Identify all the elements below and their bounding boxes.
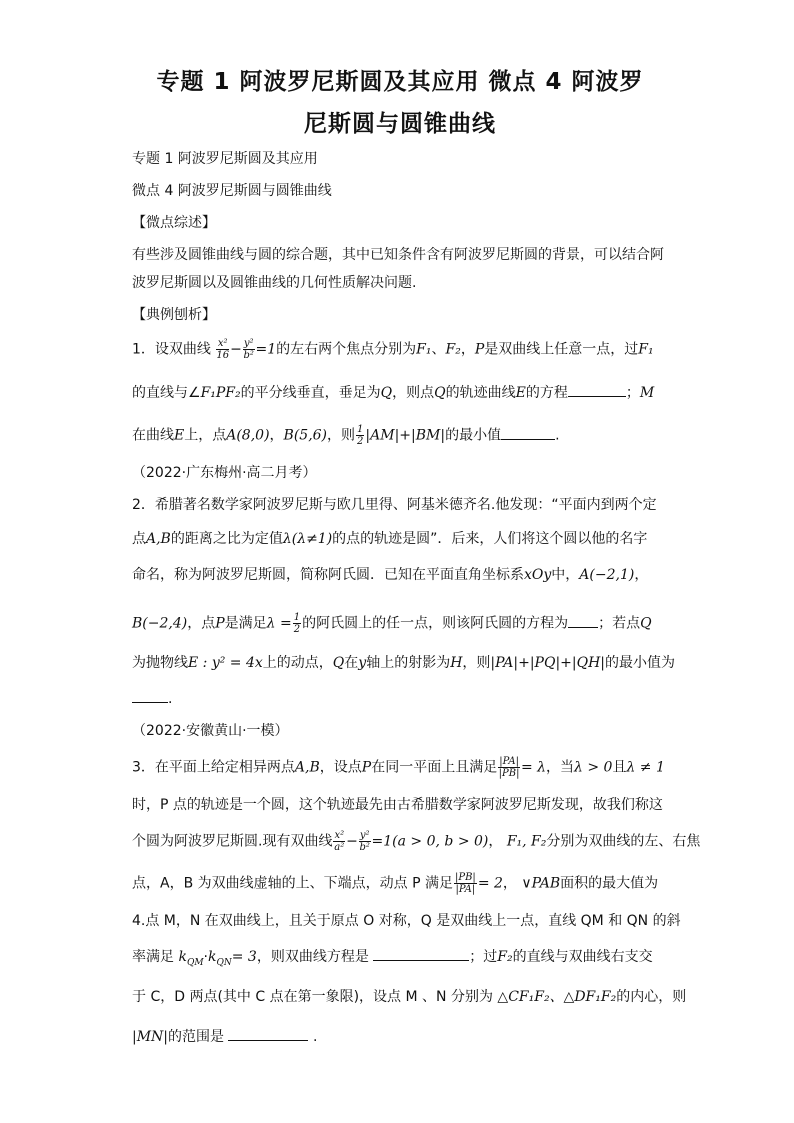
math-expression: P	[474, 341, 485, 358]
q2-line1: 2．希腊著名数学家阿波罗尼斯与欧几里得、阿基米德齐名.他发现：“平面内到两个定	[132, 497, 657, 513]
answer-blank[interactable]	[568, 613, 598, 628]
text-segment: ；过	[469, 949, 498, 965]
text-segment: b²	[359, 842, 370, 853]
text-segment: ，当	[546, 759, 575, 776]
fraction	[356, 424, 364, 447]
text-segment: ；	[625, 385, 640, 401]
text-segment: |PB|	[454, 872, 476, 883]
text-segment: |PA|	[499, 756, 519, 767]
text-segment: 16	[216, 350, 230, 361]
text-segment: 分别为双曲线的左、右焦	[546, 833, 701, 850]
text-segment: 的内心，则	[616, 989, 687, 1005]
text-segment: 的阿氏圆上的任一点，则该阿氏圆的方程为	[302, 615, 569, 632]
text-segment: 的轨迹曲线	[445, 385, 516, 401]
math-expression: |MN|	[132, 1029, 169, 1045]
q3-line7	[132, 986, 686, 1008]
fraction	[359, 830, 371, 853]
fraction	[216, 338, 229, 361]
q1-line1: 1．设双曲线 $\frac{\text{x²}}{16}$ − $\frac{\text{y²}}{\text{b²}}$ =1的左右两个焦点分别为F₁、F₂，P是双曲线上任意一点，过F₁	[132, 338, 654, 361]
text-segment: .	[168, 691, 173, 707]
math-expression: Q	[640, 615, 652, 632]
text-segment: x²	[217, 338, 228, 349]
text-segment: 点，A，B 为双曲线虚轴的上、下端点，动点 P 满足	[132, 875, 453, 892]
text-segment: 上，点	[184, 427, 227, 444]
topic-line: 专题 1 阿波罗尼斯圆及其应用	[132, 151, 318, 167]
text-segment: 、	[431, 341, 446, 358]
math-expression: = 2	[477, 875, 503, 892]
text-segment: 率满足	[132, 949, 174, 965]
text-segment: ；若点	[598, 615, 641, 632]
math-expression: Q	[332, 655, 345, 671]
text-segment: 是满足	[224, 615, 267, 632]
q3-line5: 4.点 M，N 在双曲线上，且关于原点 O 对称，Q 是双曲线上一点，直线 QM 和 QN 的斜	[132, 913, 681, 929]
text-segment: ，	[269, 427, 284, 444]
text-segment: ，则双曲线方程是	[256, 949, 369, 965]
math-expression: =1(a > 0, b > 0)	[371, 833, 489, 850]
text-segment: 在同一平面上且满足	[371, 759, 498, 776]
text-segment: ，	[502, 875, 517, 892]
fraction	[243, 338, 255, 361]
text-segment: b²	[243, 350, 254, 361]
text-segment: ，点	[187, 615, 216, 632]
math-expression: H	[450, 655, 463, 671]
text-segment: 的范围是	[168, 1029, 225, 1045]
text-segment: 是双曲线上任意一点，过	[484, 341, 639, 358]
text-segment: 1．设双曲线	[132, 341, 211, 358]
text-segment: 的直线与∠	[132, 385, 201, 401]
math-expression: F₁	[638, 341, 654, 358]
math-expression: k	[207, 949, 217, 965]
examples-header: 【典例刨析】	[132, 307, 216, 323]
q2-line5	[132, 652, 675, 674]
text-segment: 命名，称为阿波罗尼斯圆，简称阿氏圆．已知在平面直角坐标系	[132, 567, 524, 583]
math-expression: ∨PAB	[521, 875, 561, 892]
answer-blank[interactable]	[501, 425, 555, 440]
q1-source: （2022·广东梅州·高二月考）	[132, 465, 317, 481]
q1-line2	[132, 382, 654, 404]
overview-text: 波罗尼斯圆以及圆锥曲线的几何性质解决问题.	[132, 275, 417, 291]
text-segment: 的距离之比为定值	[170, 531, 283, 547]
text-segment: 2	[357, 436, 364, 447]
answer-blank[interactable]	[373, 946, 469, 961]
text-segment: ，则	[327, 427, 356, 444]
page-title: 专题 1 阿波罗尼斯圆及其应用 微点 4 阿波罗	[156, 69, 644, 95]
text-segment: 2	[293, 624, 301, 635]
text-segment: 的平分线垂直，垂足为	[240, 385, 381, 401]
text-segment: 的最小值为	[605, 655, 676, 671]
answer-blank[interactable]	[132, 688, 168, 703]
math-expression: y	[358, 655, 367, 671]
text-segment: 个圆为阿波罗尼斯圆.现有双曲线	[132, 833, 333, 850]
math-expression: |AM|+|BM|	[365, 427, 446, 444]
math-expression: △CF₁F₂、△DF₁F₂	[497, 989, 617, 1005]
text-segment: .	[312, 1029, 318, 1045]
fraction	[293, 612, 301, 635]
overview-header: 【微点综述】	[132, 215, 216, 231]
math-expression: E	[174, 427, 185, 444]
math-expression: Q	[434, 385, 446, 401]
text-segment: 且	[612, 759, 627, 776]
math-expression: A,B	[146, 531, 171, 547]
math-expression: λ > 0	[574, 759, 613, 776]
math-expression: λ ≠ 1	[626, 759, 665, 776]
math-expression: E : y² = 4x	[188, 655, 263, 671]
math-expression: λ =	[266, 615, 292, 632]
q2-line3	[132, 564, 648, 586]
text-segment: 的方程	[525, 385, 568, 401]
q3-line4	[132, 872, 658, 895]
math-expression: QN	[216, 957, 232, 968]
math-expression: QM	[186, 957, 204, 968]
text-segment: 中，	[551, 567, 580, 583]
math-expression: k	[178, 949, 187, 965]
text-segment: ，则点	[392, 385, 435, 401]
math-expression: A(−2,1)	[579, 567, 635, 583]
q2-line6	[132, 688, 172, 710]
text-segment: 在	[344, 655, 359, 671]
text-segment: .	[555, 427, 560, 444]
text-segment: 的点的轨迹是圆”．后来，人们将这个圆以他的名字	[332, 531, 648, 547]
q3-line6	[132, 946, 653, 974]
math-expression: F₂	[445, 341, 461, 358]
math-expression: Q	[380, 385, 393, 401]
math-expression: F₁, F₂	[506, 833, 547, 850]
fraction	[498, 756, 520, 779]
text-segment: 为抛物线	[132, 655, 188, 671]
text-segment: 1	[293, 612, 301, 623]
math-expression: λ(λ≠1)	[282, 531, 333, 547]
text-segment: y²	[359, 830, 370, 841]
overview-text: 有些涉及圆锥曲线与圆的综合题，其中已知条件含有阿波罗尼斯圆的背景，可以结合阿	[132, 247, 664, 263]
math-expression: B(5,6)	[283, 427, 328, 444]
math-expression: = 3	[231, 949, 257, 965]
text-segment: ·	[203, 949, 208, 965]
text-segment: a²	[334, 842, 345, 853]
page-title-line2: 尼斯圆与圆锥曲线	[304, 111, 496, 137]
text-segment: |PA|	[455, 884, 476, 895]
text-segment: 于 C，D 两点(其中 C 点在第一象限)，设点 M 、N 分别为	[132, 989, 493, 1005]
text-segment: ，	[460, 341, 475, 358]
math-expression: F₁PF₂	[200, 385, 241, 401]
point-line: 微点 4 阿波罗尼斯圆与圆锥曲线	[132, 183, 332, 199]
q2-line4	[132, 612, 652, 635]
text-segment: 点	[132, 531, 146, 547]
text-segment: 的左右两个焦点分别为	[276, 341, 417, 358]
q2-line2	[132, 528, 647, 550]
text-segment: |PB|	[498, 768, 520, 779]
text-segment: x²	[334, 830, 345, 841]
text-segment: 1	[357, 424, 364, 435]
math-expression: M	[639, 385, 655, 401]
q2-source: （2022·安徽黄山·一模）	[132, 723, 289, 739]
text-segment: ，	[488, 833, 503, 850]
q3-line1	[132, 756, 665, 779]
q3-line8	[132, 1026, 317, 1048]
math-expression: A,B	[294, 759, 320, 776]
math-expression: =1	[255, 341, 277, 358]
answer-blank[interactable]	[228, 1026, 308, 1041]
math-expression: xOy	[524, 567, 552, 583]
fraction	[454, 872, 477, 895]
text-segment: 在曲线	[132, 427, 174, 444]
fraction	[333, 830, 345, 853]
q3-line3: 个圆为阿波罗尼斯圆.现有双曲线 $\frac{\text{x²}}{\text{a²}}$ − $\frac{\text{y²}}{\text{b²}}$ =1(a > 0, b > 0)， F₁, F₂分别为双曲线的左、右焦	[132, 830, 701, 853]
math-expression: = λ	[520, 759, 547, 776]
q1-line3	[132, 424, 560, 447]
text-segment: y²	[243, 338, 254, 349]
text-segment: ，设点	[319, 759, 362, 776]
text-segment: ，则	[462, 655, 491, 671]
text-segment: 的直线与双曲线右支交	[512, 949, 653, 965]
math-expression: A(8,0)	[226, 427, 270, 444]
math-expression: P	[215, 615, 225, 632]
answer-blank[interactable]	[568, 382, 626, 397]
math-expression: |PA|+|PQ|+|QH|	[490, 655, 606, 671]
text-segment: 3．在平面上给定相异两点	[132, 759, 295, 776]
text-segment: 上的动点，	[262, 655, 333, 671]
math-expression: E	[515, 385, 526, 401]
text-segment: 轴上的射影为	[366, 655, 451, 671]
text-segment: 面积的最大值为	[560, 875, 659, 892]
math-expression: P	[361, 759, 372, 776]
math-expression: B(−2,4)	[132, 615, 188, 632]
q3-line2: 时，P 点的轨迹是一个圆，这个轨迹最先由古希腊数学家阿波罗尼斯发现，故我们称这	[132, 797, 663, 813]
math-expression: F₁	[416, 341, 432, 358]
text-segment: ，	[634, 567, 649, 583]
text-segment: 的最小值	[445, 427, 502, 444]
math-expression: F₂	[497, 949, 513, 965]
